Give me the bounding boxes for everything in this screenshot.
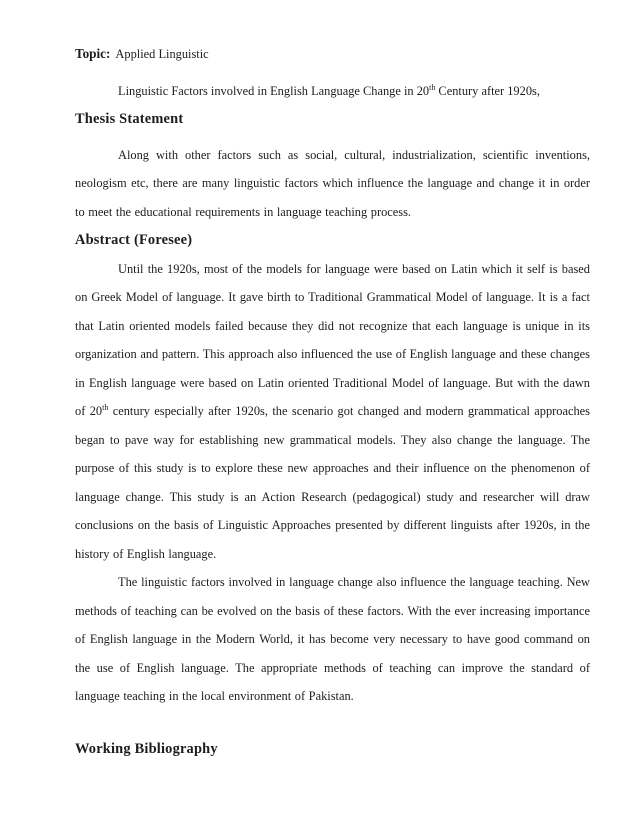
thesis-statement-paragraph: Along with other factors such as social, cultural, industrialization, scientific inventions, neologism etc, there are many linguistic factors which influence the language and change it in order to meet the educational requirements in language teaching process. bbox=[75, 147, 590, 219]
abstract-paragraph-1 bbox=[75, 255, 590, 569]
working-bibliography-heading: Working Bibliography bbox=[75, 740, 218, 757]
abstract-heading: Abstract (Foresee) bbox=[75, 232, 193, 248]
subtitle-text-pre: Linguistic Factors involved in English Language Change in 20 bbox=[118, 83, 430, 98]
topic-line bbox=[75, 40, 590, 69]
topic-label: Topic: bbox=[75, 46, 111, 61]
abstract-paragraph-1-post: century especially after 1920s, the scenario got changed and modern grammatical approaches began to pave way for establishing new grammatical models. They also change the language. The purpose of this study is to explore these new approaches and their influence on the phenomenon of language change. This study is an Action Research (pedagogical) study and researcher will draw conclusions on the basis of Linguistic Approaches presented by different linguists after 1920s, in the history of English language. bbox=[75, 404, 590, 561]
abstract-superscript-th: th bbox=[102, 402, 109, 412]
thesis-statement-heading: Thesis Statement bbox=[75, 111, 184, 127]
abstract-paragraph-1-pre: Until the 1920s, most of the models for language were based on Latin which it self is based on Greek Model of language. It gave birth to Traditional Grammatical Model of language. It is a fact that Latin oriented models failed because they did not recognize that each language is unique in its organization and pattern. This approach also influenced the use of English language and these changes in English language were based on Latin oriented Traditional Model of language. But with the dawn of 20 bbox=[75, 261, 590, 418]
topic-value: Applied Linguistic bbox=[115, 47, 209, 61]
subtitle-text-post: Century after 1920s, bbox=[435, 83, 540, 98]
abstract-paragraph-2: The linguistic factors involved in language change also influence the language teaching. New methods of teaching can be evolved on the basis of these factors. With the ever increasing importance of English language in the Modern World, it has become very necessary to have good command on the use of English language. The appropriate methods of teaching can improve the standard of language teaching in the local environment of Pakistan. bbox=[75, 575, 590, 703]
document-subtitle bbox=[75, 77, 590, 106]
subtitle-superscript-th: th bbox=[429, 82, 436, 92]
